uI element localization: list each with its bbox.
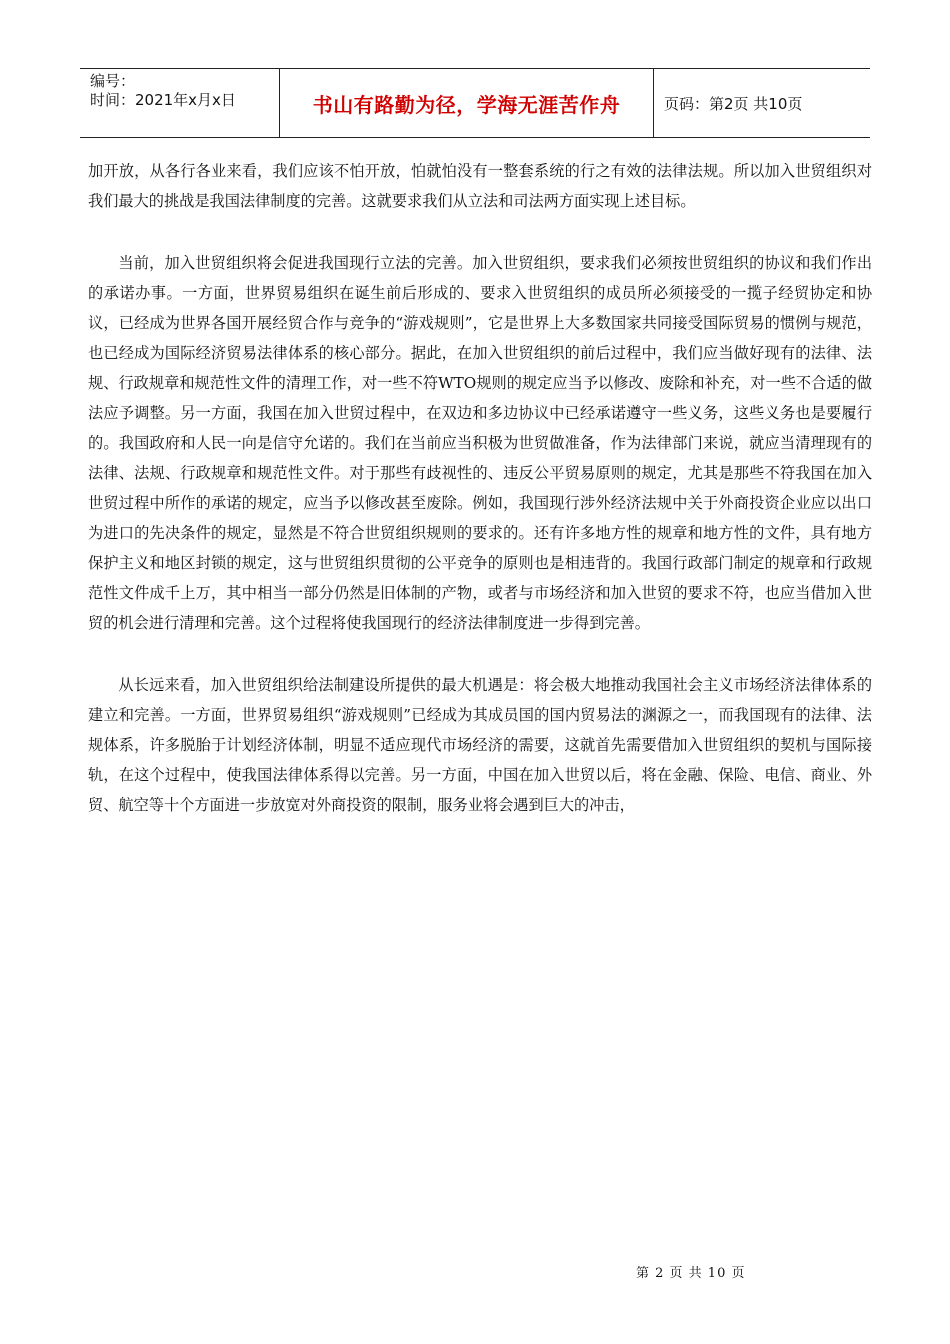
paragraph-continued: 加开放，从各行各业来看，我们应该不怕开放，怕就怕没有一整套系统的行之有效的法律法规。所以加入世贸组织对我们最大的挑战是我国法律制度的完善。这就要求我们从立法和司法两方面实现上述目标。 <box>88 162 872 210</box>
header-meta <box>80 69 280 137</box>
document-body <box>88 156 872 852</box>
document-date-label: 时间：2021年x月x日 <box>90 91 236 109</box>
header-motto: 书山有路勤为径，学海无涯苦作舟 <box>280 69 654 137</box>
page-footer: 第 2 页 共 10 页 <box>636 1266 746 1281</box>
header-page-info: 页码：第2页 共10页 <box>664 94 803 113</box>
document-number-label: 编号： <box>90 72 136 90</box>
paragraph-legislation: 当前，加入世贸组织将会促进我国现行立法的完善。加入世贸组织，要求我们必须按世贸组织的协议和我们作出的承诺办事。一方面，世界贸易组织在诞生前后形成的、要求入世贸组织的成员所必须接受的一揽子经贸协定和协议，已经成为世界各国开展经贸合作与竞争的“游戏规则”，它是世界上大多数国家共同接受国际贸易的惯例与规范，也已经成为国际经济贸易法律体系的核心部分。据此，在加入世贸组织的前后过程中，我们应当做好现有的法律、法规、行政规章和规范性文件的清理工作，对一些不符WTO规则的规定应当予以修改、废除和补充，对一些不合适的做法应予调整。另一方面，我国在加入世贸过程中，在双边和多边协议中已经承诺遵守一些义务，这些义务也是要履行的。我国政府和人民一向是信守允诺的。我们在当前应当积极为世贸做准备，作为法律部门来说，就应当清理现有的法律、法规、行政规章和规范性文件。对于那些有歧视性的、违反公平贸易原则的规定，尤其是那些不符我国在加入世贸过程中所作的承诺的规定，应当予以修改甚至废除。例如，我国现行涉外经济法规中关于外商投资企业应以出口为进口的先决条件的规定，显然是不符合世贸组织规则的要求的。还有许多地方性的规章和地方性的文件，具有地方保护主义和地区封锁的规定，这与世贸组织贯彻的公平竞争的原则也是相违背的。我国行政部门制定的规章和行政规范性文件成千上万，其中相当一部分仍然是旧体制的产物，或者与市场经济和加入世贸的要求不符，也应当借加入世贸的机会进行清理和完善。这个过程将使我国现行的经济法律制度进一步得到完善。 <box>88 254 872 632</box>
document-header <box>80 68 870 138</box>
paragraph-long-term: 从长远来看，加入世贸组织给法制建设所提供的最大机遇是：将会极大地推动我国社会主义市场经济法律体系的建立和完善。一方面，世界贸易组织“游戏规则”已经成为其成员国的国内贸易法的渊源之一，而我国现有的法律、法规体系，许多脱胎于计划经济体制，明显不适应现代市场经济的需要，这就首先需要借加入世贸组织的契机与国际接轨，在这个过程中，使我国法律体系得以完善。另一方面，中国在加入世贸以后，将在金融、保险、电信、商业、外贸、航空等十个方面进一步放宽对外商投资的限制，服务业将会遇到巨大的冲击， <box>88 676 872 814</box>
